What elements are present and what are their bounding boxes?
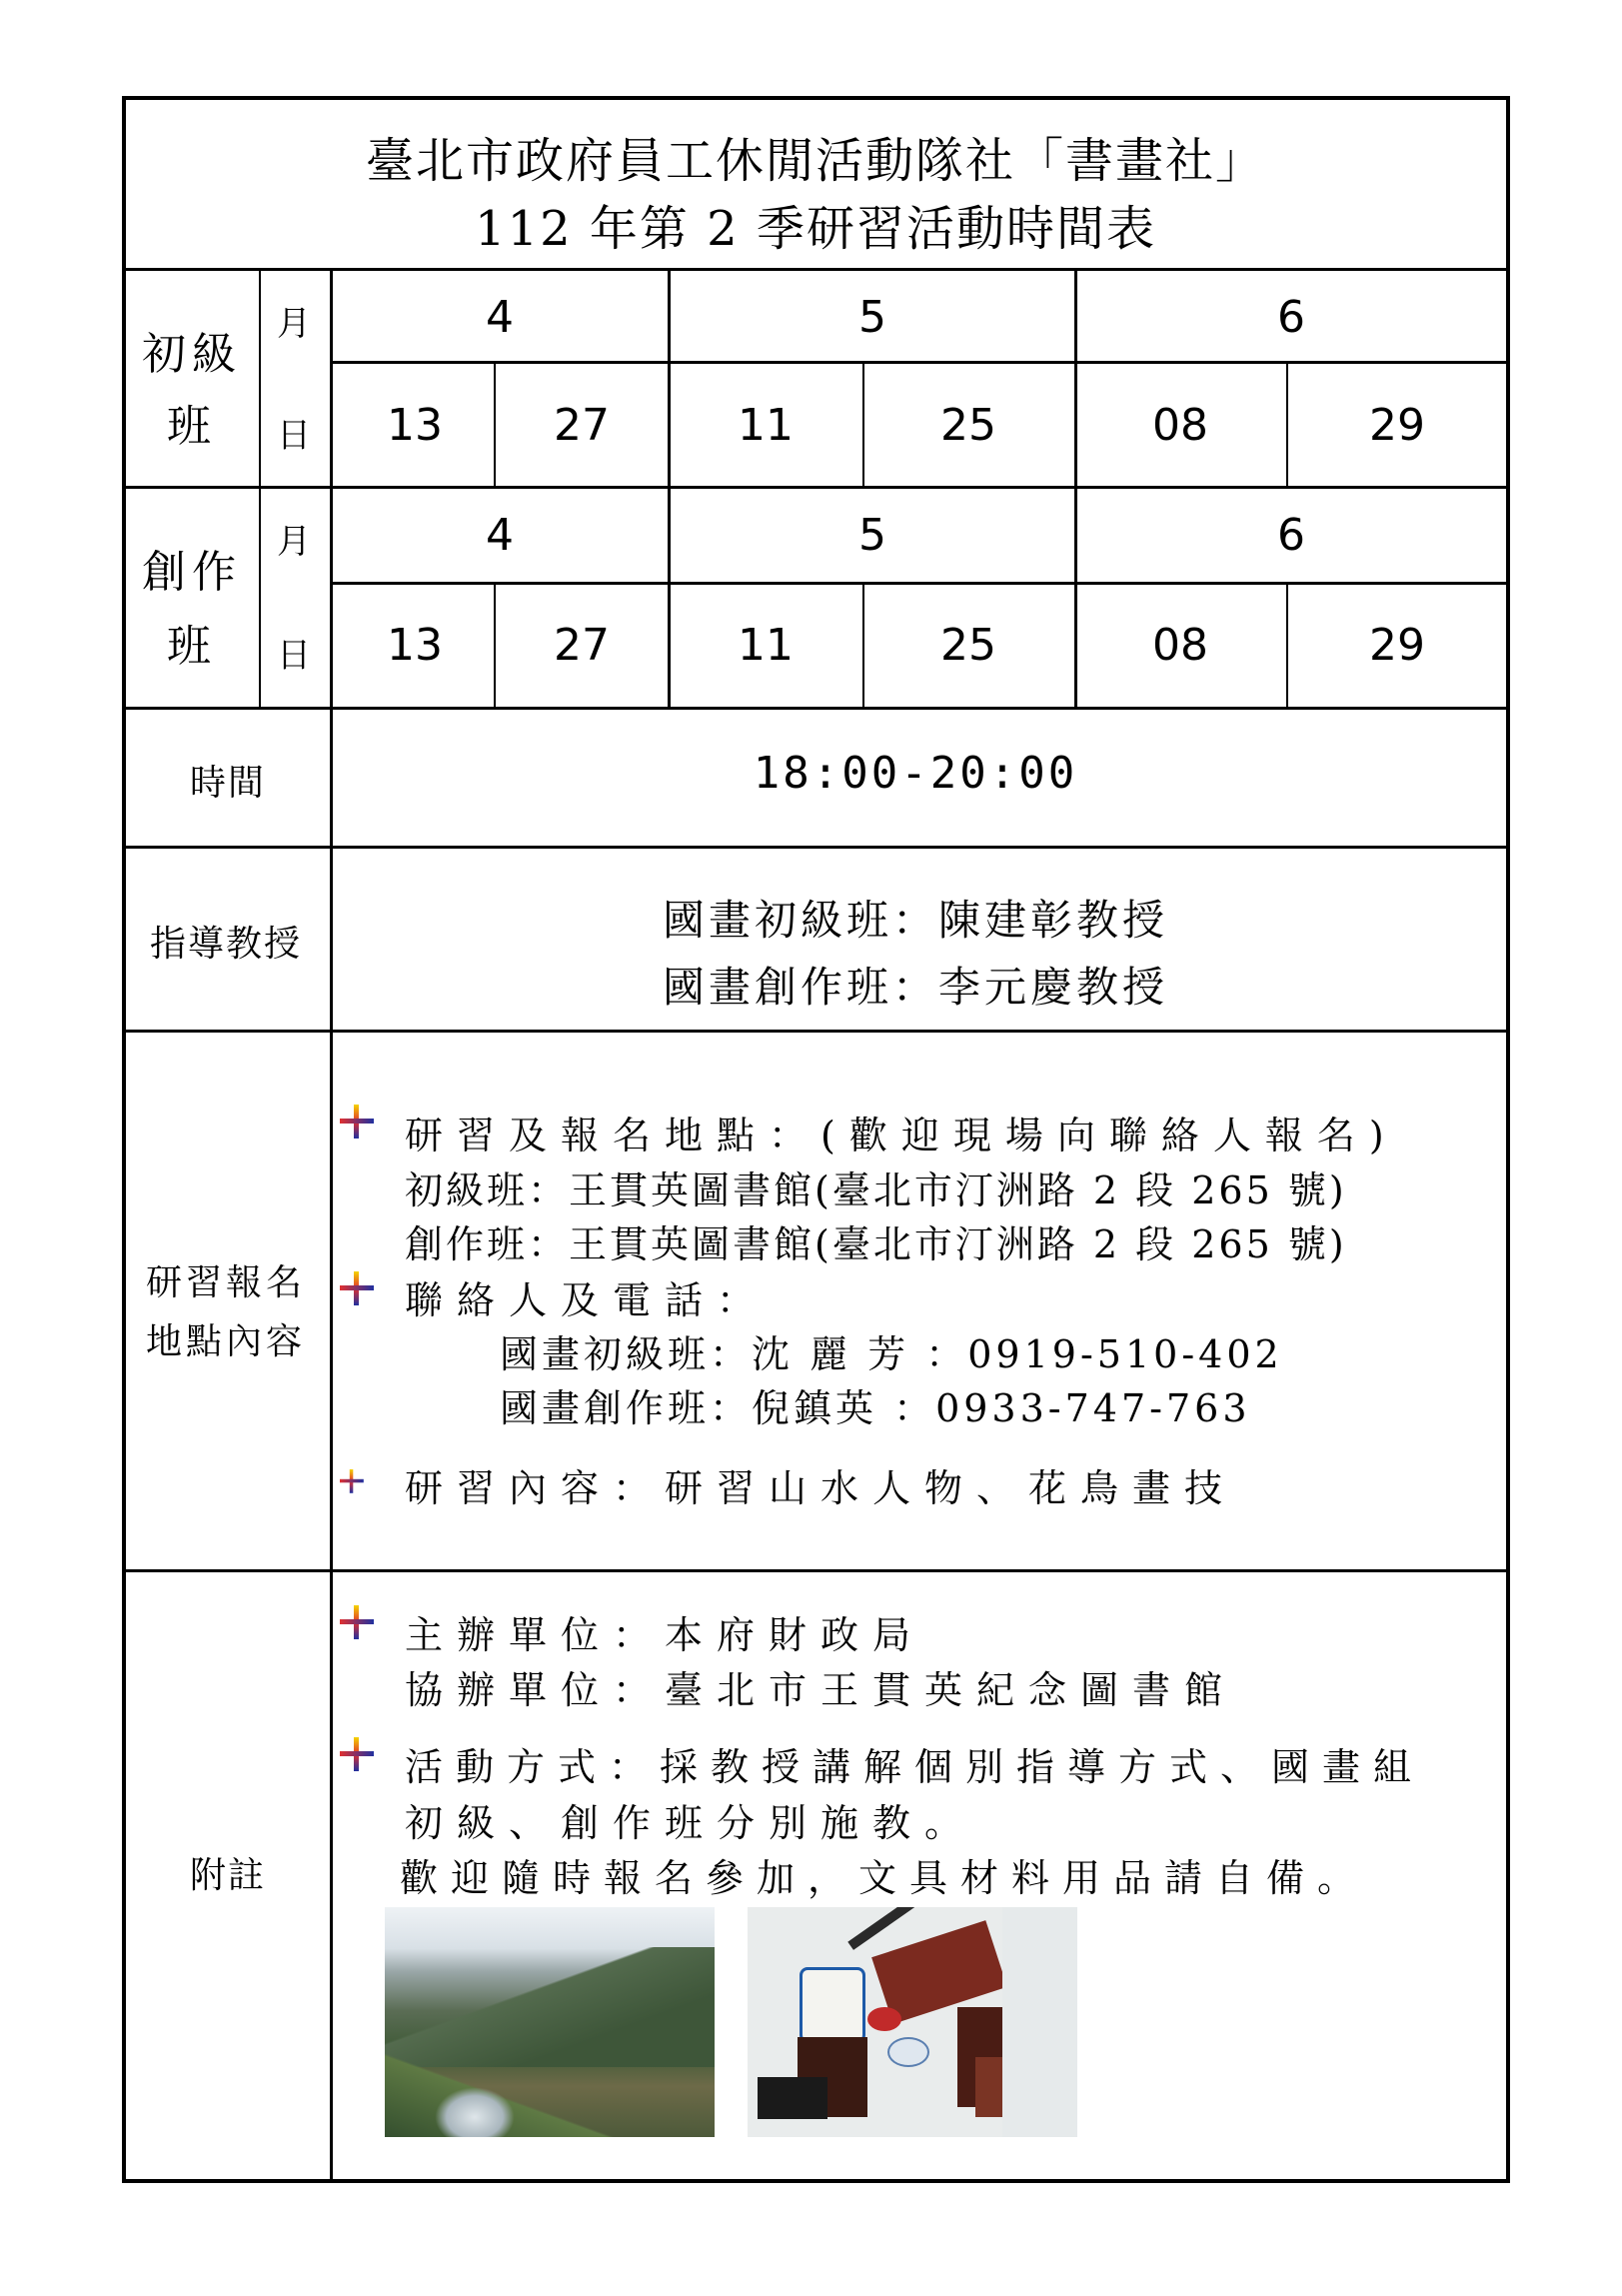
divider bbox=[668, 486, 671, 708]
beginner-class-label: 初級 bbox=[142, 329, 242, 380]
beginner-class-label: 班 bbox=[167, 401, 217, 452]
activity-method: 活動方式：採教授講解個別指導方式、國畫組 bbox=[405, 1745, 1425, 1789]
divider bbox=[494, 361, 496, 486]
time-label: 時間 bbox=[189, 763, 267, 804]
organizer: 主辦單位：本府財政局 bbox=[405, 1613, 925, 1657]
welcome-note: 歡迎隨時報名參加，文具材料用品請自備。 bbox=[400, 1856, 1369, 1900]
contact-creative: 國畫創作班：倪鎮英 ：0933-747-763 bbox=[500, 1386, 1251, 1430]
page-title: 臺北市政府員工休閒活動隊社「書畫社」 bbox=[365, 133, 1266, 189]
month-label: 月 bbox=[277, 304, 313, 344]
co-organizer: 協辦單位：臺北市王貫英紀念圖書館 bbox=[405, 1668, 1237, 1712]
instructors-label: 指導教授 bbox=[149, 924, 303, 965]
day-cell: 29 bbox=[1369, 400, 1425, 451]
day-cell: 27 bbox=[554, 620, 610, 671]
course-content: 研習內容：研習山水人物、花鳥畫技 bbox=[405, 1466, 1237, 1510]
contact-beginner: 國畫初級班：沈 麗 芳 ：0919-510-402 bbox=[500, 1332, 1283, 1376]
creative-location: 創作班：王貫英圖書館(臺北市汀洲路 2 段 265 號) bbox=[405, 1222, 1347, 1266]
venue-label: 研習報名 bbox=[145, 1262, 307, 1303]
divider bbox=[668, 268, 671, 488]
month-label: 月 bbox=[277, 522, 313, 562]
landscape-painting-image bbox=[385, 1907, 715, 2137]
divider bbox=[862, 582, 864, 707]
month-cell: 4 bbox=[486, 292, 514, 343]
bullet-icon bbox=[340, 1271, 374, 1305]
divider bbox=[1286, 361, 1288, 486]
instructor-creative: 國畫創作班：李元慶教授 bbox=[662, 963, 1169, 1012]
registration-location: 研習及報名地點：(歡迎現場向聯絡人報名) bbox=[405, 1114, 1398, 1157]
day-cell: 08 bbox=[1152, 620, 1208, 671]
bullet-icon bbox=[340, 1105, 374, 1139]
day-cell: 25 bbox=[940, 620, 996, 671]
notes-label: 附註 bbox=[189, 1855, 267, 1896]
activity-method-cont: 初級、創作班分別施教。 bbox=[405, 1801, 977, 1845]
month-cell: 6 bbox=[1277, 292, 1305, 343]
divider bbox=[259, 268, 261, 708]
month-cell: 5 bbox=[858, 510, 886, 561]
divider bbox=[862, 361, 864, 486]
day-cell: 13 bbox=[387, 620, 443, 671]
day-cell: 13 bbox=[387, 400, 443, 451]
bullet-icon bbox=[340, 1737, 374, 1771]
venue-label: 地點內容 bbox=[145, 1321, 307, 1362]
day-cell: 27 bbox=[554, 400, 610, 451]
beginner-location: 初級班：王貫英圖書館(臺北市汀洲路 2 段 265 號) bbox=[405, 1168, 1347, 1212]
divider bbox=[1074, 268, 1077, 488]
divider bbox=[330, 361, 1510, 364]
divider bbox=[1286, 582, 1288, 707]
divider bbox=[330, 268, 333, 2183]
day-cell: 08 bbox=[1152, 400, 1208, 451]
day-cell: 11 bbox=[738, 400, 794, 451]
creative-class-label: 創作 bbox=[142, 547, 242, 598]
calligraphy-tools-image bbox=[748, 1907, 1077, 2137]
month-cell: 6 bbox=[1277, 510, 1305, 561]
bullet-icon bbox=[340, 1469, 364, 1493]
divider bbox=[1074, 486, 1077, 708]
time-value: 18:00-20:00 bbox=[753, 748, 1078, 799]
month-cell: 5 bbox=[858, 292, 886, 343]
bullet-icon bbox=[340, 1605, 374, 1639]
day-cell: 25 bbox=[940, 400, 996, 451]
divider bbox=[330, 582, 1510, 585]
day-label: 日 bbox=[277, 416, 313, 456]
day-cell: 11 bbox=[738, 620, 794, 671]
contact-heading: 聯絡人及電話： bbox=[405, 1278, 770, 1322]
page-subtitle: 112 年第 2 季研習活動時間表 bbox=[475, 201, 1156, 257]
day-cell: 29 bbox=[1369, 620, 1425, 671]
divider bbox=[494, 582, 496, 707]
creative-class-label: 班 bbox=[167, 621, 217, 672]
day-label: 日 bbox=[277, 636, 313, 676]
month-cell: 4 bbox=[486, 510, 514, 561]
instructor-beginner: 國畫初級班：陳建彰教授 bbox=[662, 896, 1169, 945]
